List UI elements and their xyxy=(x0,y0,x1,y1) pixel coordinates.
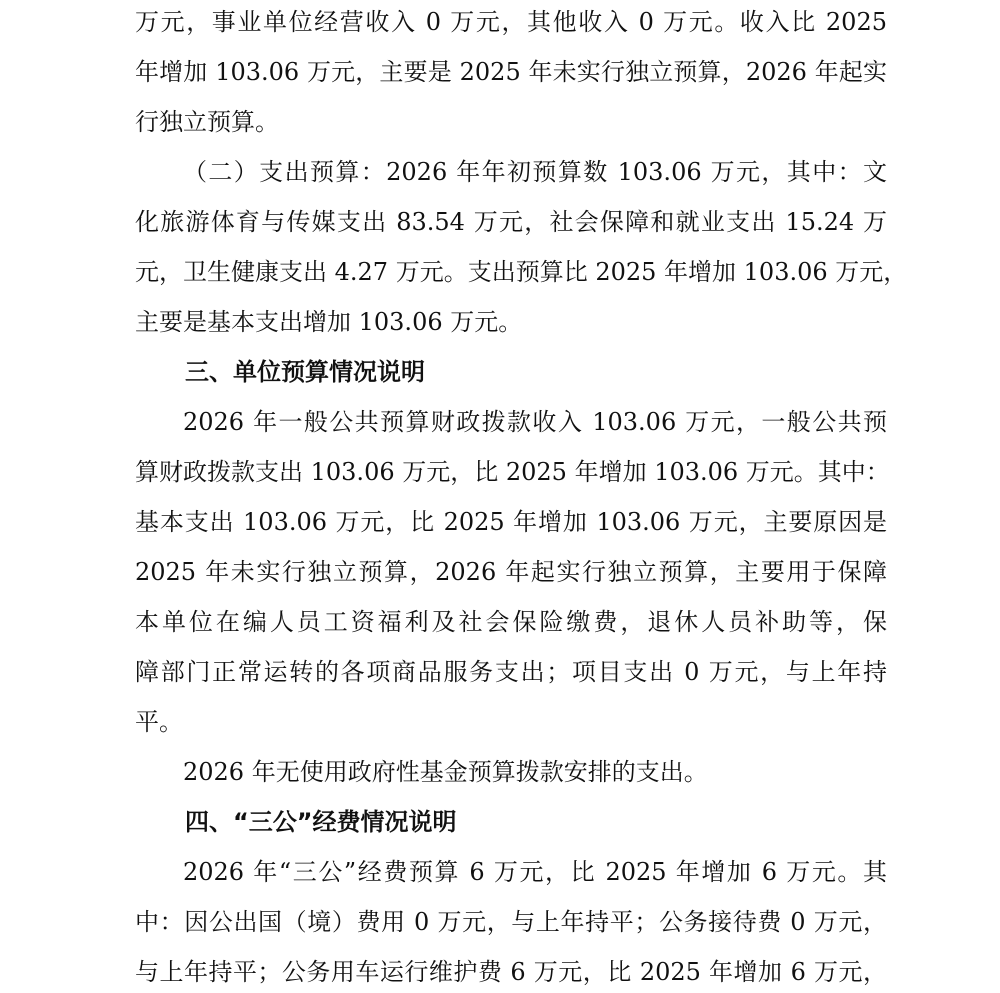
text-line: 平。 xyxy=(135,708,183,736)
section-heading-4: 四、“三公”经费情况说明 xyxy=(185,808,457,836)
text-line: 障部门正常运转的各项商品服务支出；项目支出 0 万元，与上年持 xyxy=(135,658,887,686)
text-line: 行独立预算。 xyxy=(135,108,279,136)
text-line: 化旅游体育与传媒支出 83.54 万元，社会保障和就业支出 15.24 万 xyxy=(135,208,887,236)
text-line: 2026 年一般公共预算财政拨款收入 103.06 万元，一般公共预 xyxy=(183,408,887,436)
text-line: 基本支出 103.06 万元，比 2025 年增加 103.06 万元，主要原因是 xyxy=(135,508,887,536)
text-line: 2026 年无使用政府性基金预算拨款安排的支出。 xyxy=(183,758,708,786)
text-line: 主要是基本支出增加 103.06 万元。 xyxy=(135,308,523,336)
text-line: 2026 年“三公”经费预算 6 万元，比 2025 年增加 6 万元。其 xyxy=(183,858,887,886)
section-heading-3: 三、单位预算情况说明 xyxy=(185,358,425,386)
text-line: 2025 年未实行独立预算，2026 年起实行独立预算，主要用于保障 xyxy=(135,558,887,586)
text-line: 算财政拨款支出 103.06 万元，比 2025 年增加 103.06 万元。其中： xyxy=(135,458,890,486)
text-line: 本单位在编人员工资福利及社会保险缴费，退休人员补助等，保 xyxy=(135,608,887,636)
text-line: 中：因公出国（境）费用 0 万元，与上年持平；公务接待费 0 万元， xyxy=(135,908,887,936)
subheading-expenditure: （二）支出预算：2026 年年初预算数 103.06 万元，其中：文 xyxy=(183,158,887,186)
text-line: 万元，事业单位经营收入 0 万元，其他收入 0 万元。收入比 2025 xyxy=(135,8,887,36)
text-line: 与上年持平；公务用车运行维护费 6 万元，比 2025 年增加 6 万元， xyxy=(135,958,887,986)
text-line: 年增加 103.06 万元，主要是 2025 年未实行独立预算，2026 年起实 xyxy=(135,58,887,86)
text-line: 元，卫生健康支出 4.27 万元。支出预算比 2025 年增加 103.06 万元， xyxy=(135,258,908,286)
